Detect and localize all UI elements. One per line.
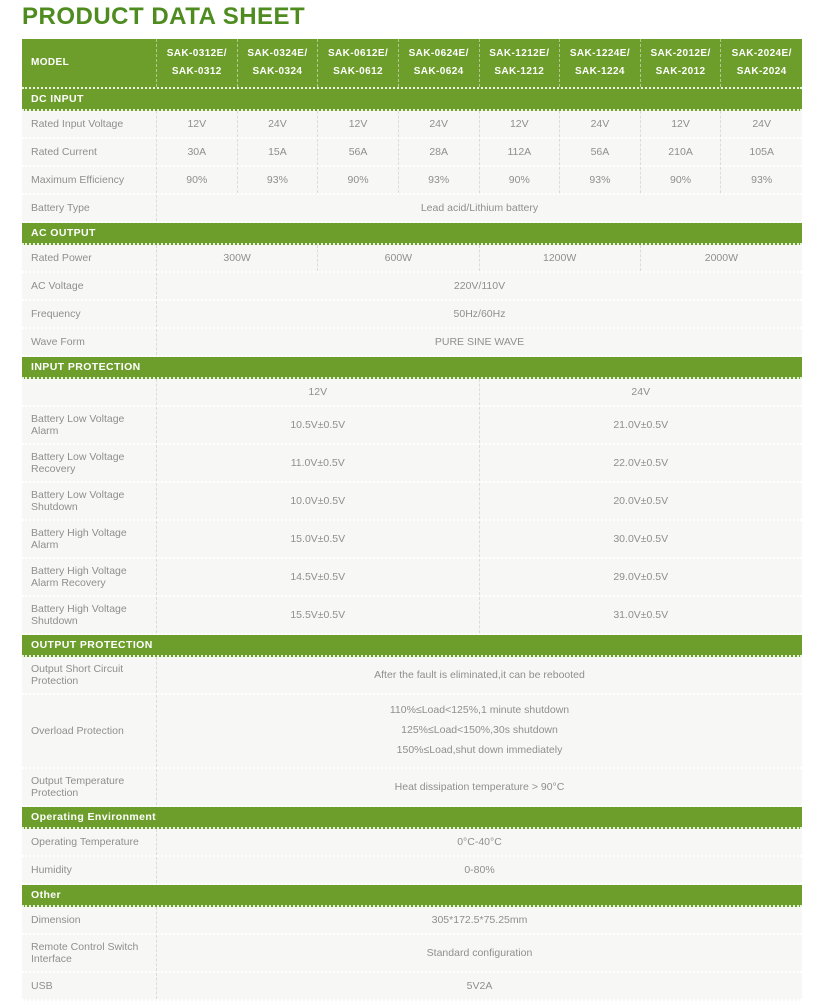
overload-line: 125%≤Load<150%,30s shutdown [401, 723, 558, 736]
value-cell: 93% [238, 167, 319, 193]
value-cell: 210A [641, 139, 722, 165]
value-cell: Heat dissipation temperature > 90°C [394, 780, 565, 793]
value-cell-12v: 14.5V±0.5V [157, 559, 480, 595]
spec-table [22, 39, 802, 1001]
voltage-group-24v: 24V [631, 386, 651, 398]
table-row-remote-control-switch-interface [22, 935, 802, 973]
value-cell: 90% [318, 167, 399, 193]
value-cell: 600W [318, 245, 479, 271]
table-row-usb [22, 973, 802, 1001]
value-cell-24v: 30.0V±0.5V [613, 533, 669, 545]
model-line1: SAK-0312E/ [166, 48, 227, 59]
row-label: Battery Type [22, 195, 157, 221]
table-row-battery-type [22, 195, 802, 223]
model-line2: SAK-0612 [333, 66, 383, 77]
section-bar-input-protection: INPUT PROTECTION [22, 357, 802, 379]
section-bar-operating-environment: Operating Environment [22, 807, 802, 829]
value-cell: 220V/110V [453, 280, 506, 292]
value-cell: 12V [157, 111, 238, 137]
value-cell: 56A [318, 139, 399, 165]
model-column-sak-1224 [560, 39, 641, 87]
value-cell: 93% [751, 174, 773, 186]
value-cell: 12V [318, 111, 399, 137]
table-row-battery-high-voltage-alarm [22, 521, 802, 559]
value-cell: 12V [641, 111, 722, 137]
table-row-rated-current [22, 139, 802, 167]
model-line1: SAK-1212E/ [489, 48, 550, 59]
row-label: Humidity [22, 857, 157, 883]
value-cell: 93% [560, 167, 641, 193]
table-row-rated-input-voltage [22, 111, 802, 139]
voltage-group-12v: 12V [157, 379, 480, 405]
model-line2: SAK-2012 [655, 66, 706, 77]
value-cell: 12V [480, 111, 561, 137]
table-row-battery-low-voltage-shutdown [22, 483, 802, 521]
model-column-sak-0624 [399, 39, 480, 87]
value-cell-24v: 29.0V±0.5V [613, 571, 669, 583]
value-cell: 90% [157, 167, 238, 193]
row-label: AC Voltage [22, 273, 157, 299]
row-label: Remote Control Switch Interface [22, 935, 157, 971]
value-cell-24v: 22.0V±0.5V [613, 457, 669, 469]
table-row-dimension [22, 907, 802, 935]
model-line2: SAK-1224 [574, 66, 625, 77]
table-row-output-temperature-protection [22, 769, 802, 807]
value-cell-24v: 20.0V±0.5V [613, 495, 669, 507]
value-cell: 305*172.5*75.25mm [431, 913, 528, 926]
value-cell-24v: 21.0V±0.5V [613, 419, 669, 431]
row-label: Operating Temperature [22, 829, 157, 855]
model-line2: SAK-0312 [171, 66, 222, 77]
value-cell: 24V [238, 111, 319, 137]
row-label: Wave Form [22, 329, 157, 355]
row-label: Output Temperature Protection [22, 769, 157, 805]
value-cell: 105A [749, 146, 774, 158]
value-cell: 15A [238, 139, 319, 165]
table-row-overload-protection [22, 695, 802, 769]
value-cell: 0°C-40°C [457, 835, 502, 848]
value-cell: 5V2A [466, 979, 493, 992]
table-row-ac-voltage [22, 273, 802, 301]
table-row-battery-low-voltage-alarm [22, 407, 802, 445]
model-column-sak-0612 [318, 39, 399, 87]
row-label: Battery Low Voltage Recovery [22, 445, 157, 481]
row-label: Overload Protection [22, 695, 157, 767]
page-title: PRODUCT DATA SHEET [22, 3, 306, 30]
table-row-frequency [22, 301, 802, 329]
value-cell-12v: 15.5V±0.5V [157, 597, 480, 633]
section-bar-dc-input: DC INPUT [22, 89, 802, 111]
value-cell: 24V [752, 118, 772, 130]
value-cell: 28A [399, 139, 480, 165]
value-cell: 93% [399, 167, 480, 193]
section-bar-other: Other [22, 885, 802, 907]
model-column-sak-1212 [480, 39, 561, 87]
model-line2: SAK-0324 [252, 66, 303, 77]
overload-line: 110%≤Load<125%,1 minute shutdown [389, 704, 570, 716]
overload-line: 150%≤Load,shut down immediately [396, 743, 563, 756]
model-line1: SAK-0324E/ [247, 48, 308, 59]
row-label: Battery High Voltage Shutdown [22, 597, 157, 633]
model-header-label: MODEL [22, 39, 157, 87]
model-header-row [22, 39, 802, 89]
value-cell: Lead acid/Lithium battery [420, 202, 539, 214]
value-cell: 24V [560, 111, 641, 137]
value-cell: Standard configuration [426, 946, 533, 959]
value-cell: 2000W [704, 252, 739, 264]
row-label: Rated Power [22, 245, 157, 271]
value-cell [157, 695, 802, 767]
value-cell: 56A [560, 139, 641, 165]
value-cell: 112A [480, 139, 561, 165]
row-label: Battery Low Voltage Alarm [22, 407, 157, 443]
row-label: Battery High Voltage Alarm Recovery [22, 559, 157, 595]
model-line2: SAK-2024 [736, 66, 787, 77]
value-cell-12v: 11.0V±0.5V [157, 445, 480, 481]
row-label: Rated Input Voltage [22, 111, 157, 137]
value-cell: 1200W [480, 245, 641, 271]
model-column-sak-0312 [157, 39, 238, 87]
table-row-battery-low-voltage-recovery [22, 445, 802, 483]
row-label-empty [22, 379, 157, 405]
row-label: Dimension [22, 907, 157, 933]
table-row-operating-temperature [22, 829, 802, 857]
row-label: Output Short Circuit Protection [22, 657, 157, 693]
model-line1: SAK-0612E/ [327, 48, 389, 59]
row-label: Frequency [22, 301, 157, 327]
value-cell: 24V [399, 111, 480, 137]
value-cell: PURE SINE WAVE [434, 336, 525, 348]
model-line1: SAK-1224E/ [569, 48, 630, 59]
model-column-sak-2024 [721, 39, 802, 87]
table-row-rated-power [22, 245, 802, 273]
row-label: USB [22, 973, 157, 999]
row-label: Battery High Voltage Alarm [22, 521, 157, 557]
table-row-wave-form [22, 329, 802, 357]
table-row-battery-high-voltage-alarm-recovery [22, 559, 802, 597]
model-line2: SAK-0624 [413, 66, 464, 77]
value-cell: 90% [641, 167, 722, 193]
model-line1: SAK-0624E/ [408, 48, 469, 59]
value-cell: 30A [157, 139, 238, 165]
table-row-output-short-circuit-protection [22, 657, 802, 695]
table-row-battery-high-voltage-shutdown [22, 597, 802, 635]
value-cell: 50Hz/60Hz [453, 308, 506, 320]
value-cell: 0-80% [464, 863, 495, 876]
row-label: Maximum Efficiency [22, 167, 157, 193]
model-line2: SAK-1212 [494, 66, 545, 77]
value-cell: 90% [480, 167, 561, 193]
table-row-voltage-groups [22, 379, 802, 407]
model-column-sak-2012 [641, 39, 722, 87]
value-cell-12v: 15.0V±0.5V [157, 521, 480, 557]
row-label: Rated Current [22, 139, 157, 165]
value-cell: After the fault is eliminated,it can be rebooted [374, 669, 585, 681]
value-cell-12v: 10.5V±0.5V [157, 407, 480, 443]
section-bar-ac-output: AC OUTPUT [22, 223, 802, 245]
row-label: Battery Low Voltage Shutdown [22, 483, 157, 519]
model-line1: SAK-2012E/ [650, 48, 711, 59]
value-cell-24v: 31.0V±0.5V [613, 609, 669, 621]
value-cell-12v: 10.0V±0.5V [157, 483, 480, 519]
table-row-humidity [22, 857, 802, 885]
section-bar-output-protection: OUTPUT PROTECTION [22, 635, 802, 657]
model-column-sak-0324 [238, 39, 319, 87]
value-cell: 300W [157, 245, 318, 271]
table-row-maximum-efficiency [22, 167, 802, 195]
model-line1: SAK-2024E/ [731, 48, 792, 59]
